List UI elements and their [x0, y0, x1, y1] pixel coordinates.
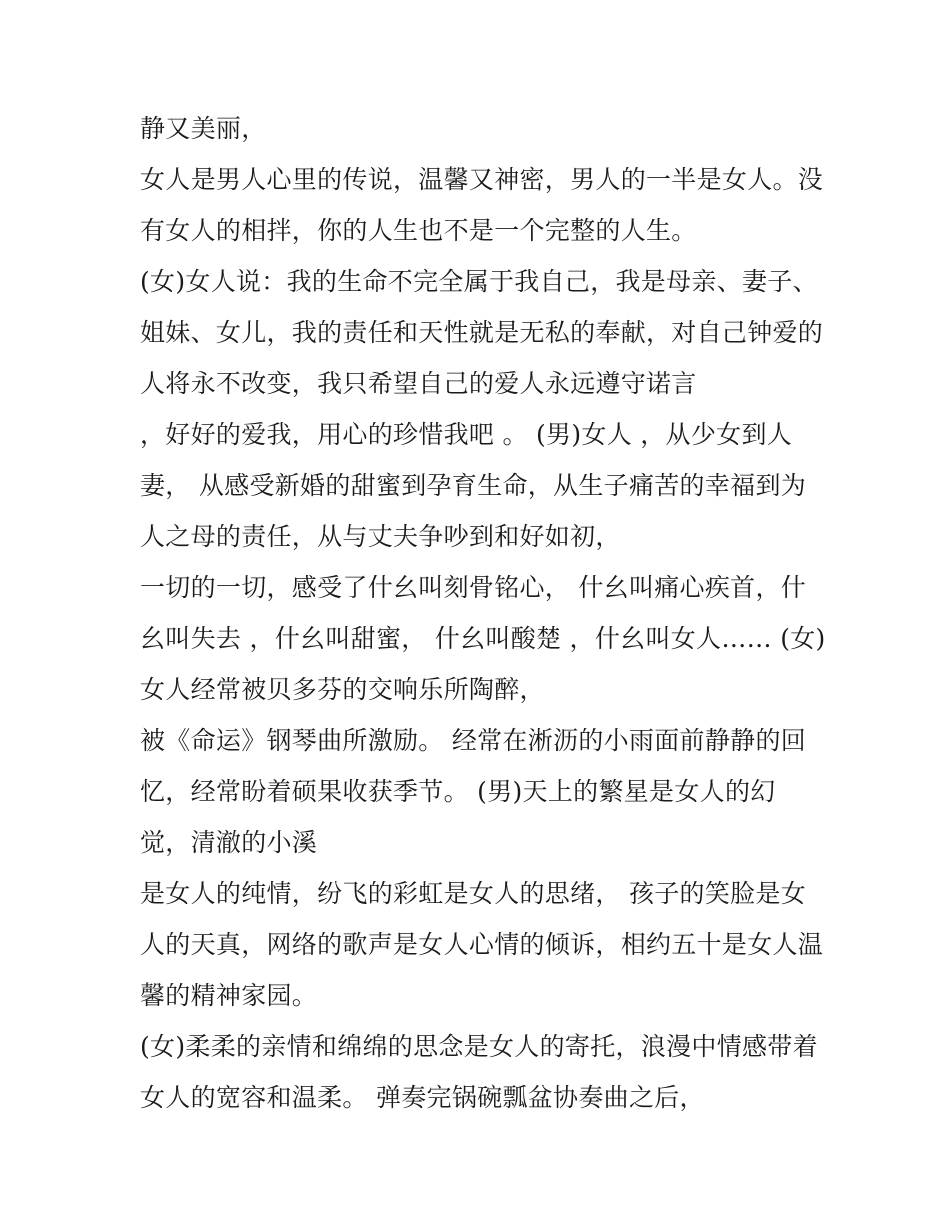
text-line: 静又美丽，	[140, 114, 267, 143]
text-line: 女人是男人心里的传说，温馨又神密，男人的一半是女人。没	[140, 165, 824, 194]
text-line: 女人的宽容和温柔。 弹奏完锅碗瓢盆协奏曲之后，	[140, 1083, 705, 1112]
text-line: 姐妹、女儿，我的责任和天性就是无私的奉献，对自己钟爱的	[140, 318, 824, 347]
text-line: 被《命运》钢琴曲所激励。 经常在淅沥的小雨面前静静的回	[140, 726, 807, 755]
text-line: (女)女人说：我的生命不完全属于我自己，我是母亲、妻子、	[140, 267, 818, 296]
text-line: 幺叫失去 ，什幺叫甜蜜， 什幺叫酸楚 ，什幺叫女人…… (女)	[140, 624, 826, 653]
text-line: 忆，经常盼着硕果收获季节。 (男)天上的繁星是女人的幻	[140, 777, 776, 806]
text-line: 女人经常被贝多芬的交响乐所陶醉，	[140, 675, 545, 704]
text-line: 馨的精神家园。	[140, 981, 318, 1010]
text-line: ，好好的爱我，用心的珍惜我吧 。 (男)女人 ，从少女到人	[140, 420, 793, 449]
text-line: (女)柔柔的亲情和绵绵的思念是女人的寄托，浪漫中情感带着	[140, 1032, 818, 1061]
text-line: 有女人的相拌，你的人生也不是一个完整的人生。	[140, 216, 697, 245]
text-line: 觉，清澈的小溪	[140, 828, 318, 857]
text-line: 妻， 从感受新婚的甜蜜到孕育生命，从生子痛苦的幸福到为	[140, 471, 807, 500]
text-line: 是女人的纯情，纷飞的彩虹是女人的思绪， 孩子的笑脸是女	[140, 879, 807, 908]
text-line: 一切的一切，感受了什幺叫刻骨铭心， 什幺叫痛心疾首，什	[140, 573, 807, 602]
text-line: 人将永不改变，我只希望自己的爱人永远遵守诺言	[140, 369, 697, 398]
text-line: 人之母的责任，从与丈夫争吵到和好如初，	[140, 522, 621, 551]
text-line: 人的天真，网络的歌声是女人心情的倾诉，相约五十是女人温	[140, 930, 824, 959]
